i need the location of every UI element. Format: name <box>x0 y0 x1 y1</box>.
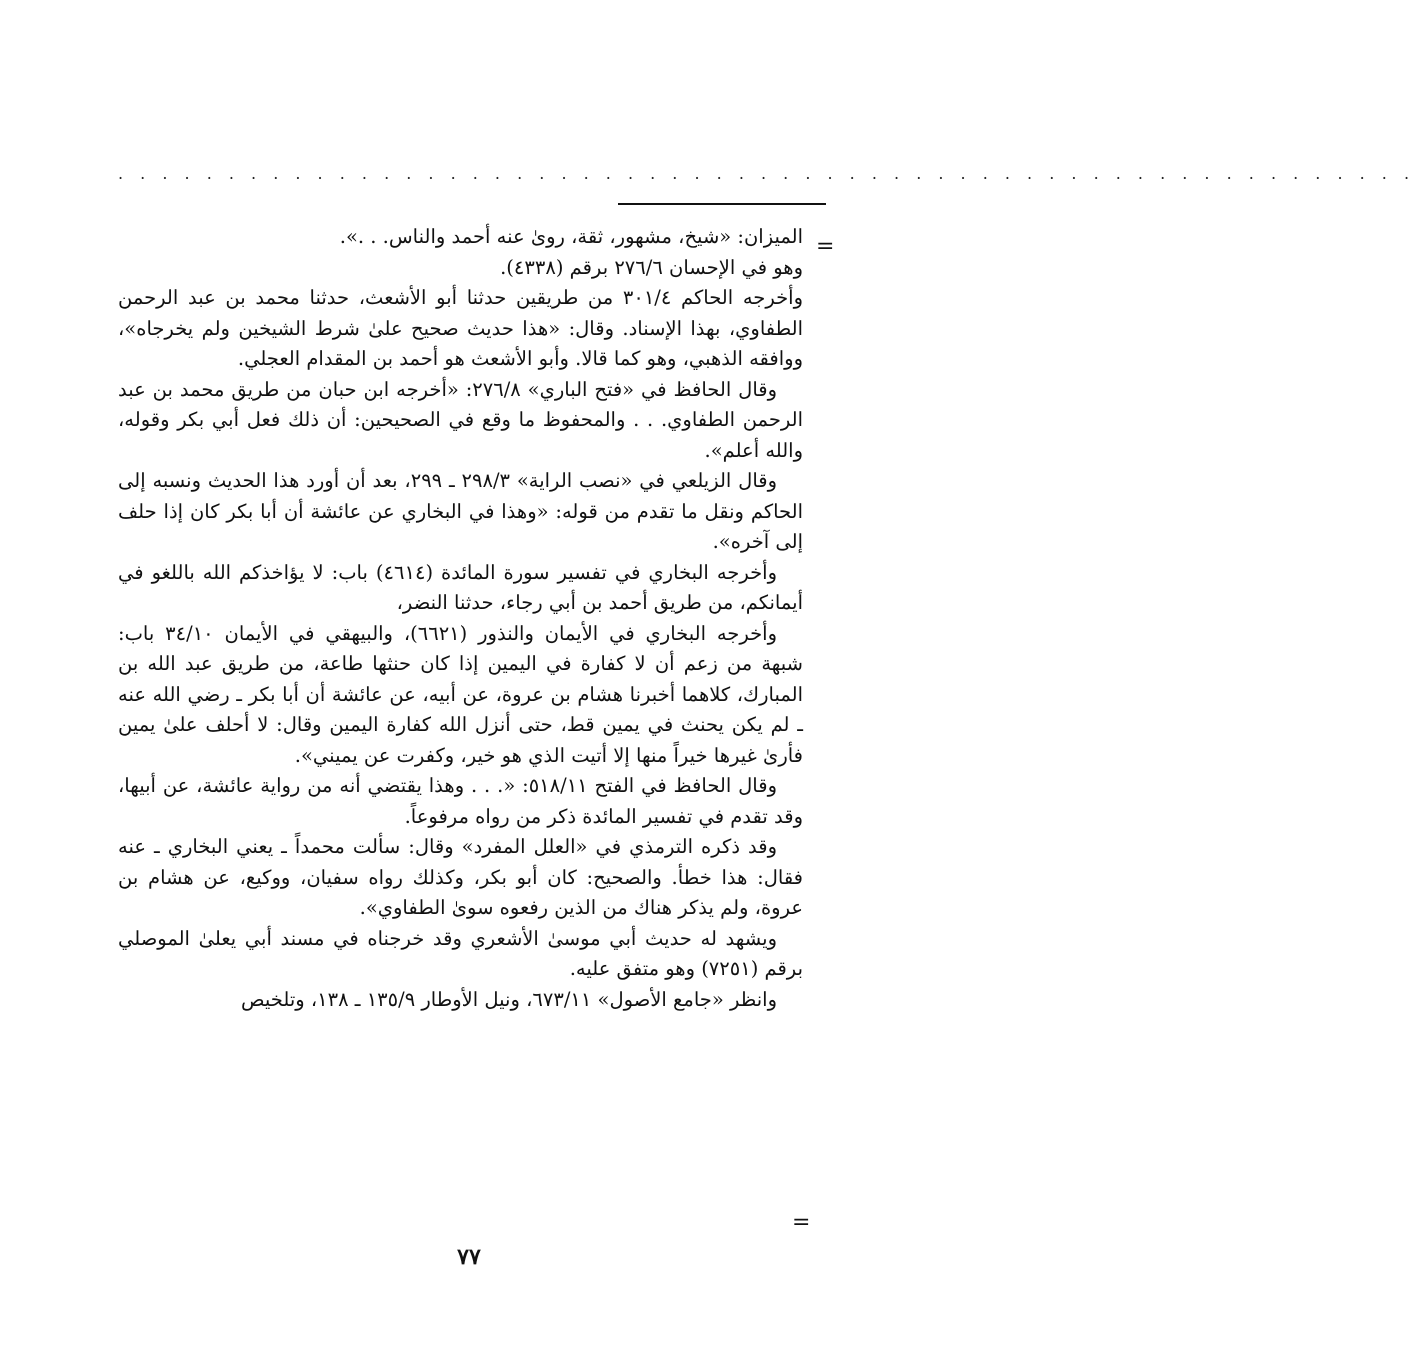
continuation-marker-end: = <box>792 1210 811 1235</box>
paragraph-hakim: وأخرجه الحاكم ٣٠١/٤ من طريقين حدثنا أبو الأشعث، حدثنا محمد بن عبد الرحمن الطفاوي، بهذا الإسناد. وقال: «هذا حديث صحيح علىٰ شرط الشيخين ولم يخرجاه»، ووافقه الذهبي، وهو كما قالا. وأبو الأشعث هو أحمد بن المقدام العجلي. <box>118 286 803 370</box>
paragraph-tirmidhi: وقد ذكره الترمذي في «العلل المفرد» وقال: سألت محمداً ـ يعني البخاري ـ عنه فقال: هذا خطأ. والصحيح: كان أبو بكر، وكذلك رواه سفيان، ووكيع، عن هشام بن عروة، ولم يذكر هناك من الذين رفعوه سوىٰ الطفاوي». <box>118 835 803 919</box>
footnote-text <box>118 222 803 1015</box>
paragraph-zaylai: وقال الزيلعي في «نصب الراية» ٢٩٨/٣ ـ ٢٩٩، بعد أن أورد هذا الحديث ونسبه إلى الحاكم ونقل ما تقدم من قوله: «وهذا في البخاري عن عائشة أن أبا بكر كان إذا حلف إلى آخره». <box>118 469 803 553</box>
paragraph-fath-albari: وقال الحافظ في «فتح الباري» ٢٧٦/٨: «أخرجه ابن حبان من طريق محمد بن عبد الرحمن الطفاوي. . . والمحفوظ ما وقع في الصحيحين: أن ذلك فعل أبي بكر وقوله، والله أعلم». <box>118 377 803 462</box>
page-number: ٧٧ <box>457 1244 481 1270</box>
paragraph-see-also: وانظر «جامع الأصول» ٦٧٣/١١، ونيل الأوطار ١٣٥/٩ ـ ١٣٨، وتلخيص <box>241 987 777 1011</box>
paragraph-abu-musa: ويشهد له حديث أبي موسىٰ الأشعري وقد خرجناه في مسند أبي يعلىٰ الموصلي برقم (٧٢٥١) وهو متفق عليه. <box>118 926 803 980</box>
paragraph-hafiz-fath: وقال الحافظ في الفتح ٥١٨/١١: «. . . وهذا يقتضي أنه من رواية عائشة، عن أبيها، وقد تقدم في تفسير المائدة ذكر من رواه مرفوعاً. <box>118 774 803 828</box>
footnote-rule <box>618 203 826 205</box>
paragraph-bukhari-tafsir: وأخرجه البخاري في تفسير سورة المائدة (٤٦١٤) باب: لا يؤاخذكم الله باللغو في أيمانكم، من طريق أحمد بن أبي رجاء، حدثنا النضر، <box>118 560 803 614</box>
paragraph-mizan: الميزان: «شيخ، مشهور، ثقة، روىٰ عنه أحمد والناس. . .». <box>339 225 803 248</box>
separator-dots: . . . . . . . . . . . . . . . . . . . . . . . . . . . . . . . . . . . . . . . . . . . . . . . . . . . . . . . . . . . <box>118 164 1415 183</box>
paragraph-bukhari-aymaan: وأخرجه البخاري في الأيمان والنذور (٦٦٢١)، والبيهقي في الأيمان ٣٤/١٠ باب: شبهة من زعم أن لا كفارة في اليمين إذا كان حنثها طاعة، من طريق عبد الله بن المبارك، كلاهما أخبرنا هشام بن عروة، عن أبيه، عن عائشة أن أبا بكر ـ رضي الله عنه ـ لم يكن يحنث في يمين قط، حتى أنزل الله كفارة اليمين وقال: لا أحلف علىٰ يمين فأرىٰ غيرها خيراً منها إلا أتيت الذي هو خير، وكفرت عن يميني». <box>118 621 803 767</box>
continuation-marker-top: = <box>816 234 835 259</box>
paragraph-ihsan: وهو في الإحسان ٢٧٦/٦ برقم (٤٣٣٨). <box>500 255 803 279</box>
